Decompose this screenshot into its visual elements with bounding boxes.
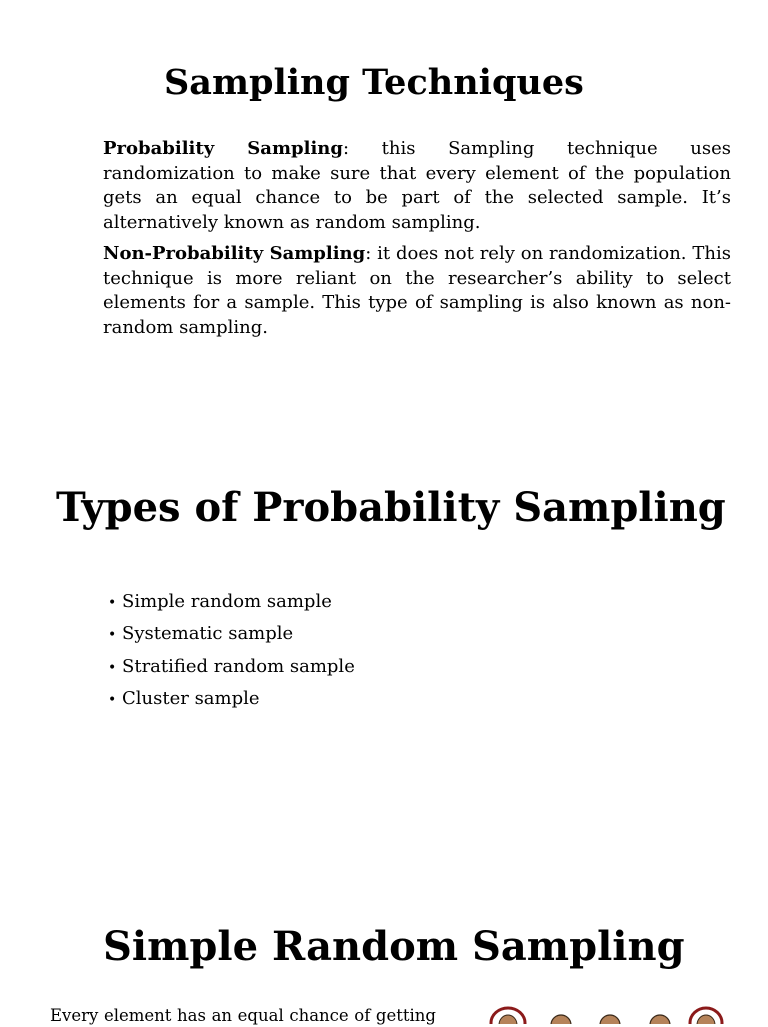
paragraph-simple-random-sampling: Every element has an equal chance of getting — [50, 1006, 436, 1025]
bullet-icon: • — [108, 595, 117, 611]
people-illustration — [486, 1005, 726, 1024]
bullet-icon: • — [108, 691, 117, 708]
slide-sampling-techniques — [0, 0, 768, 384]
definition-non-probability-sampling: : it does not rely on randomization. This technique is more reliant on the researcher’s ability to select elements for a sample. This type of sampling is also known as non-random sampling. — [103, 243, 731, 338]
slide-types-of-probability-sampling — [0, 440, 768, 770]
list-item-label: Stratified random sample — [122, 655, 355, 677]
slide-title: Simple Random Sampling — [103, 923, 685, 970]
list-item-label: Cluster sample — [122, 687, 260, 709]
person-figure-icon — [600, 1015, 620, 1024]
bullet-icon: • — [108, 659, 117, 676]
term-probability-sampling: Probability Sampling — [103, 138, 343, 159]
slide-simple-random-sampling — [0, 905, 768, 1024]
definition-probability-sampling: : this Sampling technique uses randomization to make sure that every element of the population gets an equal chance to be part of the selected sample. It’s alternatively known as random sampling. — [103, 138, 731, 233]
bullet-icon: • — [108, 627, 117, 644]
list-item — [108, 590, 355, 622]
sampling-types-list — [108, 590, 355, 719]
person-figure-icon — [551, 1015, 571, 1024]
person-figure-icon — [650, 1015, 670, 1024]
list-item-label: Systematic sample — [122, 623, 294, 645]
slide-title: Types of Probability Sampling — [56, 484, 726, 531]
term-non-probability-sampling: Non-Probability Sampling — [103, 243, 366, 264]
list-item-label: Simple random sample — [122, 591, 332, 612]
person-figure-icon — [690, 1008, 722, 1024]
paragraph-probability-sampling — [103, 137, 731, 235]
slide-title: Sampling Techniques — [164, 62, 584, 103]
paragraph-non-probability-sampling — [103, 242, 731, 340]
list-item — [108, 687, 355, 719]
list-item — [108, 655, 355, 687]
list-item — [108, 622, 355, 654]
person-figure-icon — [491, 1008, 525, 1024]
